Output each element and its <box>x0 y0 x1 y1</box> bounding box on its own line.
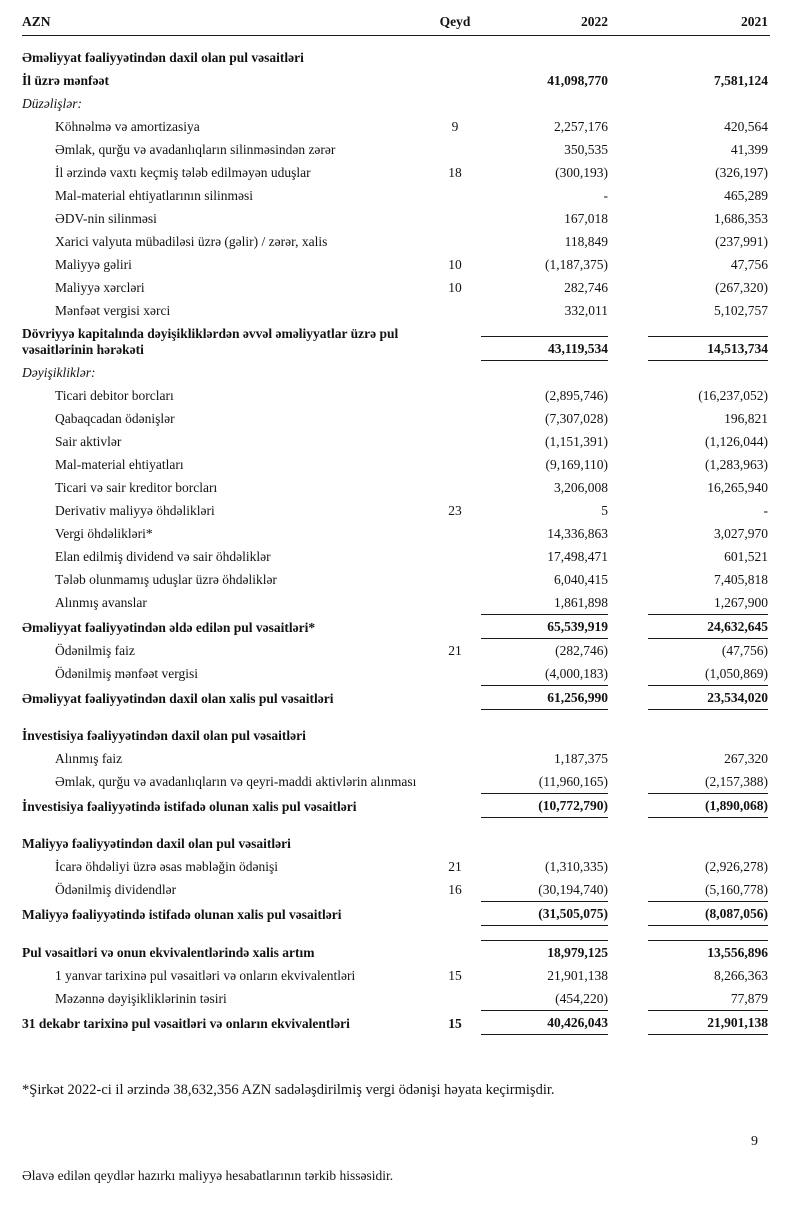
statement-row <box>22 361 770 384</box>
row-label: 31 dekabr tarixinə pul vəsaitləri və onların ekvivalentləri <box>22 1016 350 1031</box>
footer-note: Əlavə edilən qeydlər hazırkı maliyyə hesabatlarının tərkib hissəsidir. <box>22 1168 394 1183</box>
row-label: Ticari debitor borcları <box>55 388 174 403</box>
value-2022: (7,307,028) <box>545 411 608 426</box>
value-2021: (47,756) <box>721 643 768 658</box>
value-2022 <box>481 740 608 747</box>
col-header-note: Qeyd <box>439 14 471 29</box>
row-note <box>429 632 481 639</box>
statement-row <box>22 384 770 407</box>
value-2021: 47,756 <box>730 257 768 272</box>
row-note <box>429 200 481 207</box>
row-note: 21 <box>448 859 462 874</box>
row-note <box>429 538 481 545</box>
statement-row <box>22 69 770 92</box>
row-note: 15 <box>448 968 462 983</box>
value-2021 <box>648 62 768 69</box>
value-2021: (1,890,068) <box>648 793 768 818</box>
statement-row <box>22 855 770 878</box>
row-note <box>429 561 481 568</box>
value-2022: - <box>603 188 608 203</box>
row-note: 9 <box>451 119 459 134</box>
value-2021: (1,126,044) <box>705 434 768 449</box>
row-label: Mal-material ehtiyatları <box>55 457 184 472</box>
value-2021: 465,289 <box>724 188 768 203</box>
row-label: Əməliyyat fəaliyyətindən daxil olan pul vəsaitləri <box>22 50 304 65</box>
value-2021: (237,991) <box>715 234 768 249</box>
row-label: Maliyyə xərcləri <box>55 280 145 295</box>
row-note <box>429 607 481 614</box>
statement-row <box>22 591 770 614</box>
row-note <box>429 85 481 92</box>
value-2022: (10,772,790) <box>481 793 608 818</box>
row-label: Vergi öhdəlikləri* <box>55 526 153 541</box>
row-label: Tələb olunmamış uduşlar üzrə öhdəliklər <box>55 572 277 587</box>
row-label: Mal-material ehtiyatlarının silinməsi <box>55 188 253 203</box>
row-label: 1 yanvar tarixinə pul vəsaitləri və onların ekvivalentləri <box>55 968 356 983</box>
row-note <box>429 469 481 476</box>
statement-row <box>22 940 770 964</box>
row-label: İl ərzində vaxtı keçmiş tələb edilməyən uduşlar <box>55 165 311 180</box>
col-header-2021: 2021 <box>741 14 768 29</box>
row-label: İnvestisiya fəaliyyətindən daxil olan pul vəsaitləri <box>22 728 306 743</box>
row-label: Dəyişikliklər: <box>22 365 96 380</box>
value-2021: 7,405,818 <box>714 572 768 587</box>
value-2021 <box>648 848 768 855</box>
row-label: Məzənnə dəyişikliklərinin təsiri <box>55 991 227 1006</box>
statement-row <box>22 407 770 430</box>
statement-row <box>22 614 770 639</box>
row-label: Maliyyə gəliri <box>55 257 132 272</box>
row-note <box>429 446 481 453</box>
statement-row <box>22 522 770 545</box>
statement-row <box>22 568 770 591</box>
value-2022: (1,187,375) <box>545 257 608 272</box>
row-note <box>429 246 481 253</box>
row-label: İcarə öhdəliyi üzrə əsas məbləğin ödənişi <box>55 859 279 874</box>
value-2022: 1,187,375 <box>554 751 608 766</box>
statement-row <box>22 115 770 138</box>
value-2022 <box>481 108 608 115</box>
statement-row <box>22 1010 770 1035</box>
row-note: 10 <box>448 280 462 295</box>
value-2022: (30,194,740) <box>538 882 608 897</box>
value-2022: 1,861,898 <box>554 595 608 610</box>
value-2022 <box>481 377 608 384</box>
row-label: Köhnəlmə və amortizasiya <box>55 119 200 134</box>
statement-row <box>22 453 770 476</box>
value-2022: 118,849 <box>564 234 608 249</box>
row-note <box>429 1003 481 1010</box>
row-label: Ödənilmiş mənfəət vergisi <box>55 666 198 681</box>
value-2021: 21,901,138 <box>648 1010 768 1035</box>
statement-row <box>22 662 770 685</box>
value-2022: (2,895,746) <box>545 388 608 403</box>
value-2022: (9,169,110) <box>545 457 608 472</box>
statement-table <box>22 36 770 1035</box>
row-note <box>429 62 481 69</box>
value-2022 <box>481 62 608 69</box>
row-note <box>429 786 481 793</box>
value-2022: 3,206,008 <box>554 480 608 495</box>
row-label: Qabaqcadan ödənişlər <box>55 411 175 426</box>
page-number: 9 <box>751 1134 758 1149</box>
value-2022: 40,426,043 <box>481 1010 608 1035</box>
row-label: Derivativ maliyyə öhdəlikləri <box>55 503 215 518</box>
value-2021: 14,513,734 <box>648 336 768 361</box>
row-note <box>429 957 481 964</box>
value-2022: 61,256,990 <box>481 685 608 710</box>
value-2022: 350,535 <box>564 142 608 157</box>
statement-row <box>22 499 770 522</box>
value-2021 <box>648 740 768 747</box>
value-2021: 7,581,124 <box>714 73 768 88</box>
row-label: İl üzrə mənfəət <box>22 73 109 88</box>
value-2021: 77,879 <box>730 991 768 1006</box>
statement-row <box>22 685 770 710</box>
value-2021: 1,267,900 <box>714 595 768 610</box>
value-2022: 41,098,770 <box>547 73 608 88</box>
value-2021: 41,399 <box>730 142 768 157</box>
col-header-currency: AZN <box>22 14 51 29</box>
value-2022: 65,539,919 <box>481 614 608 639</box>
value-2022: (31,505,075) <box>481 901 608 926</box>
row-note <box>429 848 481 855</box>
row-note: 10 <box>448 257 462 272</box>
row-note <box>429 315 481 322</box>
row-label: Maliyyə fəaliyyətində istifadə olunan xalis pul vəsaitləri <box>22 907 342 922</box>
value-2021: 23,534,020 <box>648 685 768 710</box>
value-2021: (1,283,963) <box>705 457 768 472</box>
row-label: Elan edilmiş dividend və sair öhdəliklər <box>55 549 271 564</box>
statement-row <box>22 430 770 453</box>
statement-row <box>22 724 770 747</box>
value-2021: (2,926,278) <box>705 859 768 874</box>
value-2022: 14,336,863 <box>547 526 608 541</box>
value-2022: 17,498,471 <box>547 549 608 564</box>
row-label: ƏDV-nin silinməsi <box>55 211 157 226</box>
value-2021: (8,087,056) <box>648 901 768 926</box>
value-2022: (4,000,183) <box>545 666 608 681</box>
statement-row <box>22 545 770 568</box>
row-note: 21 <box>448 643 462 658</box>
row-label: Əmlak, qurğu və avadanlıqların silinməsindən zərər <box>55 142 336 157</box>
row-note <box>429 740 481 747</box>
row-note: 18 <box>448 165 462 180</box>
value-2021: 16,265,940 <box>707 480 768 495</box>
value-2021: - <box>763 503 768 518</box>
value-2021: (267,320) <box>715 280 768 295</box>
row-label: İnvestisiya fəaliyyətində istifadə olunan xalis pul vəsaitləri <box>22 799 357 814</box>
statement-row <box>22 793 770 818</box>
row-note <box>429 811 481 818</box>
row-note: 15 <box>448 1016 462 1031</box>
row-note <box>429 703 481 710</box>
value-2022 <box>481 848 608 855</box>
value-2021 <box>648 108 768 115</box>
row-label: Ödənilmiş dividendlər <box>55 882 177 897</box>
value-2022: (300,193) <box>555 165 608 180</box>
value-2021: 267,320 <box>724 751 768 766</box>
value-2021: 13,556,896 <box>648 940 768 964</box>
row-note <box>429 763 481 770</box>
statement-row <box>22 161 770 184</box>
row-note <box>429 919 481 926</box>
value-2022: (1,310,335) <box>545 859 608 874</box>
statement-row <box>22 832 770 855</box>
statement-row <box>22 230 770 253</box>
statement-row <box>22 184 770 207</box>
value-2022: (1,151,391) <box>545 434 608 449</box>
value-2022: 167,018 <box>564 211 608 226</box>
row-label: Dövriyyə kapitalında dəyişikliklərdən əvvəl əməliyyatlar üzrə pul vəsaitlərinin hərəkəti <box>22 326 399 357</box>
value-2021: 8,266,363 <box>714 968 768 983</box>
tax-footnote: *Şirkət 2022-ci il ərzində 38,632,356 AZN sadələşdirilmiş vergi ödənişi həyata keçirmişdir. <box>22 1082 555 1098</box>
value-2021: 3,027,970 <box>714 526 768 541</box>
row-note <box>429 400 481 407</box>
value-2022: 2,257,176 <box>554 119 608 134</box>
row-note <box>429 377 481 384</box>
value-2022: (282,746) <box>555 643 608 658</box>
value-2021: (326,197) <box>715 165 768 180</box>
value-2021: 196,821 <box>724 411 768 426</box>
statement-row <box>22 770 770 793</box>
statement-row <box>22 207 770 230</box>
value-2021 <box>648 377 768 384</box>
value-2022: 18,979,125 <box>481 940 608 964</box>
value-2022: (454,220) <box>555 991 608 1006</box>
row-note <box>429 223 481 230</box>
statement-row <box>22 299 770 322</box>
value-2021: 420,564 <box>724 119 768 134</box>
statement-row <box>22 276 770 299</box>
row-note <box>429 354 481 361</box>
row-label: Pul vəsaitləri və onun ekvivalentlərində xalis artım <box>22 945 315 960</box>
row-label: Alınmış faiz <box>55 751 123 766</box>
row-label: Mənfəət vergisi xərci <box>55 303 171 318</box>
value-2022: (11,960,165) <box>538 774 608 789</box>
value-2021: (5,160,778) <box>705 882 768 897</box>
statement-row <box>22 253 770 276</box>
value-2022: 282,746 <box>564 280 608 295</box>
row-note: 23 <box>448 503 462 518</box>
row-note <box>429 423 481 430</box>
value-2022: 6,040,415 <box>554 572 608 587</box>
row-note <box>429 108 481 115</box>
statement-row <box>22 964 770 987</box>
row-label: Düzəlişlər: <box>22 96 82 111</box>
value-2021: 24,632,645 <box>648 614 768 639</box>
statement-row <box>22 46 770 69</box>
value-2021: 5,102,757 <box>714 303 768 318</box>
statement-row <box>22 92 770 115</box>
row-note <box>429 154 481 161</box>
row-note <box>429 584 481 591</box>
value-2022: 5 <box>601 503 608 518</box>
row-label: Ticari və sair kreditor borcları <box>55 480 218 495</box>
value-2022: 332,011 <box>564 303 608 318</box>
value-2021: 1,686,353 <box>714 211 768 226</box>
row-label: Əməliyyat fəaliyyətindən əldə edilən pul vəsaitləri* <box>22 620 316 635</box>
value-2021: (2,157,388) <box>705 774 768 789</box>
row-label: Sair aktivlər <box>55 434 122 449</box>
statement-row <box>22 639 770 662</box>
value-2021: 601,521 <box>724 549 768 564</box>
row-note <box>429 492 481 499</box>
statement-row <box>22 747 770 770</box>
row-label: Xarici valyuta mübadiləsi üzrə (gəlir) / zərər, xalis <box>55 234 328 249</box>
value-2022: 21,901,138 <box>547 968 608 983</box>
statement-row <box>22 901 770 926</box>
statement-row <box>22 138 770 161</box>
row-label: Ödənilmiş faiz <box>55 643 135 658</box>
row-label: Alınmış avanslar <box>55 595 147 610</box>
statement-row <box>22 987 770 1010</box>
statement-row <box>22 476 770 499</box>
value-2021: (1,050,869) <box>705 666 768 681</box>
row-note <box>429 678 481 685</box>
statement-row <box>22 322 770 361</box>
col-header-2022: 2022 <box>581 14 608 29</box>
row-label: Əməliyyat fəaliyyətindən daxil olan xalis pul vəsaitləri <box>22 691 334 706</box>
row-note: 16 <box>448 882 462 897</box>
row-label: Maliyyə fəaliyyətindən daxil olan pul vəsaitləri <box>22 836 291 851</box>
value-2022: 43,119,534 <box>481 336 608 361</box>
value-2021: (16,237,052) <box>698 388 768 403</box>
statement-row <box>22 878 770 901</box>
table-header <box>22 6 770 36</box>
row-label: Əmlak, qurğu və avadanlıqların və qeyri-maddi aktivlərin alınması <box>55 774 417 789</box>
